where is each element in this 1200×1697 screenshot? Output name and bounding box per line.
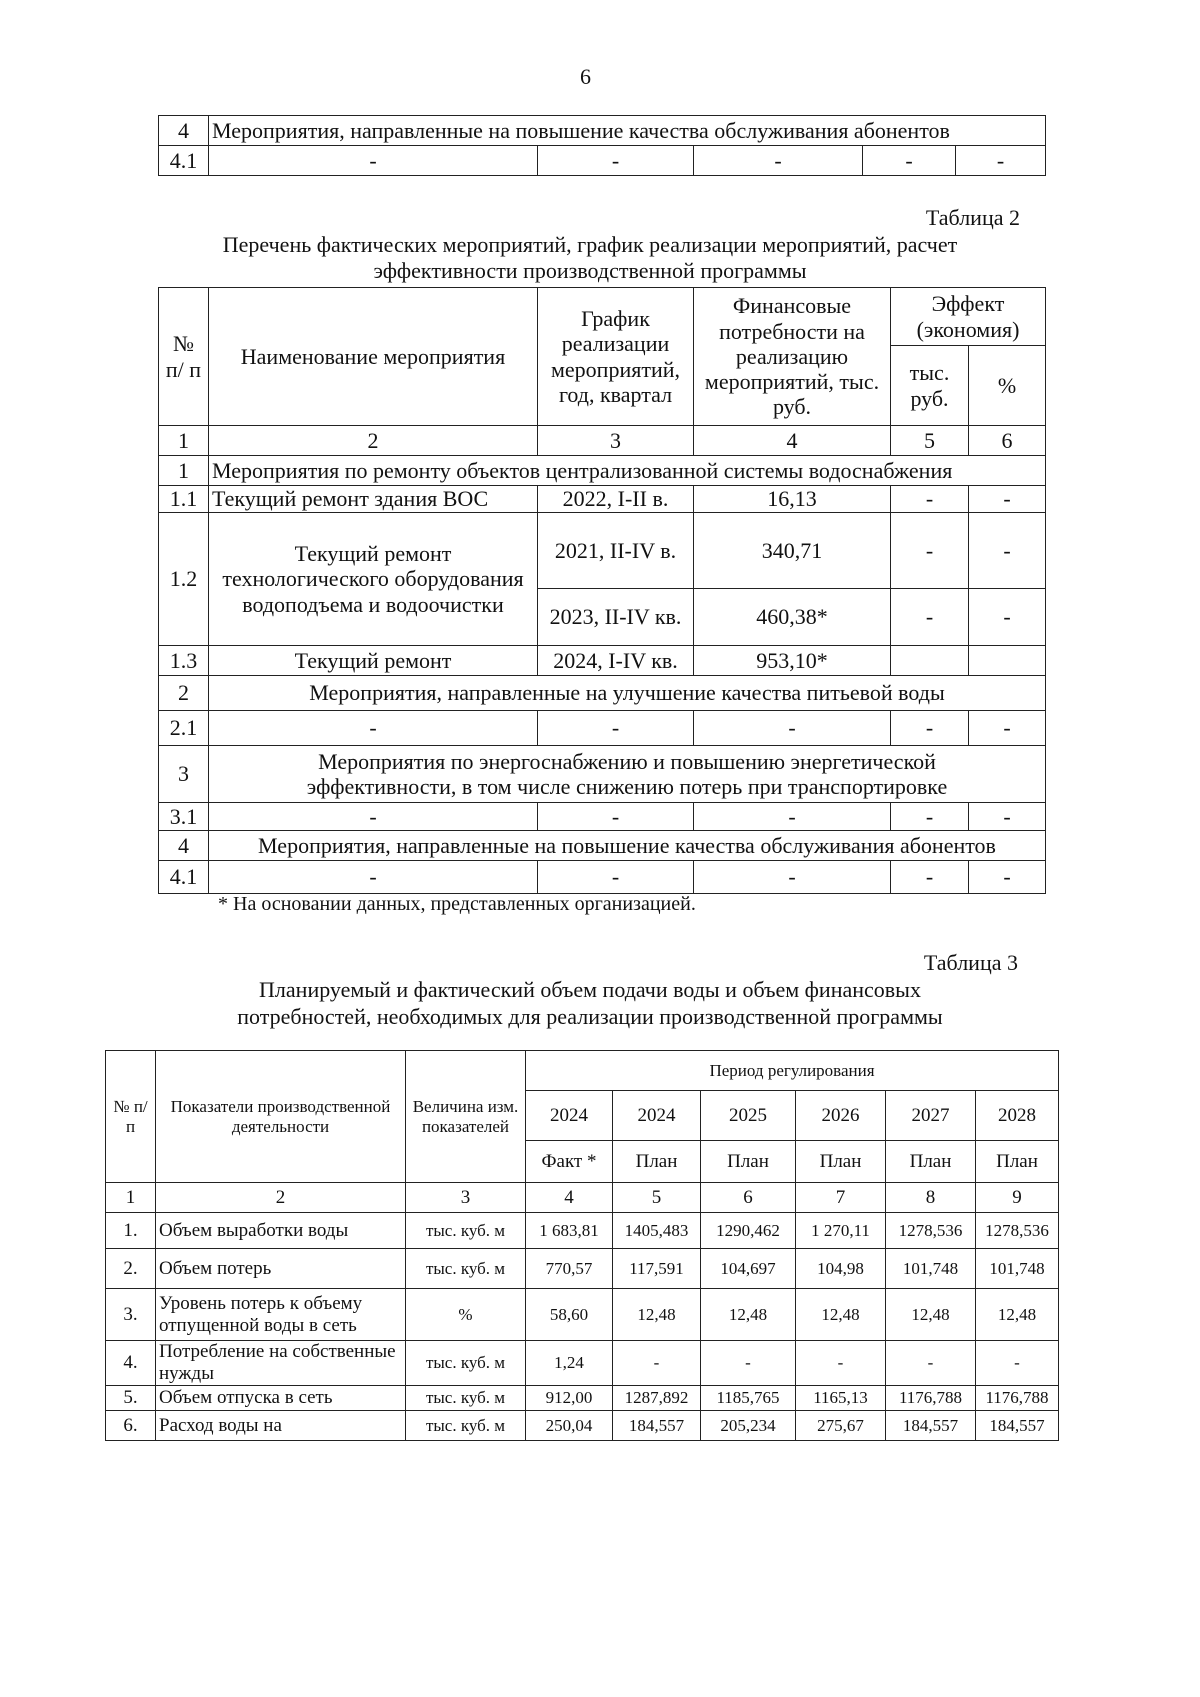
cell: 2021, II-IV в. xyxy=(538,513,694,589)
cell: - xyxy=(701,1341,796,1386)
cell: - xyxy=(538,146,694,176)
header-type: План xyxy=(976,1141,1059,1183)
cell: 2 xyxy=(209,426,538,456)
table2-title-1: Перечень фактических мероприятий, график реализации мероприятий, расчет xyxy=(222,232,958,257)
cell: 12,48 xyxy=(796,1289,886,1341)
cell: тыс. куб. м xyxy=(406,1411,526,1441)
cell: 340,71 xyxy=(694,513,891,589)
cell: - xyxy=(891,589,969,646)
cell: 1 xyxy=(159,426,209,456)
cell: - xyxy=(694,146,863,176)
cell: 1405,483 xyxy=(613,1213,701,1249)
section-title: Мероприятия по энергоснабжению и повышению энергетической эффективности, в том числе снижению потерь при транспортировке xyxy=(209,746,1046,803)
cell: 3 xyxy=(538,426,694,456)
cell: - xyxy=(891,803,969,831)
cell: Объем отпуска в сеть xyxy=(156,1386,406,1411)
section-title: Мероприятия, направленные на повышение качества обслуживания абонентов xyxy=(209,116,1046,146)
section-title: Мероприятия, направленные на улучшение качества питьевой воды xyxy=(209,676,1046,711)
table3-title-1: Планируемый и фактический объем подачи воды и объем финансовых xyxy=(259,977,921,1002)
cell: - xyxy=(956,146,1046,176)
cell: - xyxy=(694,803,891,831)
cell: - xyxy=(694,861,891,894)
cell: - xyxy=(209,803,538,831)
cell: 1.3 xyxy=(159,646,209,676)
cell: 953,10* xyxy=(694,646,891,676)
table3-title-2: потребностей, необходимых для реализации производственной программы xyxy=(237,1004,943,1029)
cell: 4 xyxy=(694,426,891,456)
cell: Текущий ремонт xyxy=(209,646,538,676)
cell: - xyxy=(613,1341,701,1386)
cell: 4 xyxy=(159,831,209,861)
cell: - xyxy=(969,803,1046,831)
section-title: Мероприятия по ремонту объектов централизованной системы водоснабжения xyxy=(209,456,1046,486)
cell: 16,13 xyxy=(694,486,891,513)
cell: - xyxy=(538,861,694,894)
cell: 1176,788 xyxy=(886,1386,976,1411)
cell: - xyxy=(976,1341,1059,1386)
cell: тыс. куб. м xyxy=(406,1249,526,1289)
table2-footnote: * На основании данных, представленных организацией. xyxy=(218,893,696,915)
cell: 4.1 xyxy=(159,861,209,894)
cell: 104,697 xyxy=(701,1249,796,1289)
table2-title-2: эффективности производственной программы xyxy=(373,258,807,283)
cell: 1.2 xyxy=(159,513,209,646)
cell: тыс. куб. м xyxy=(406,1386,526,1411)
cell: 2022, I-II в. xyxy=(538,486,694,513)
cell: - xyxy=(891,711,969,746)
cell: 58,60 xyxy=(526,1289,613,1341)
header-indicator: Показатели производственной деятельности xyxy=(156,1051,406,1183)
cell: 205,234 xyxy=(701,1411,796,1441)
cell: - xyxy=(863,146,956,176)
header-type: План xyxy=(613,1141,701,1183)
table-row xyxy=(106,1341,1059,1386)
cell: 117,591 xyxy=(613,1249,701,1289)
cell: 3 xyxy=(159,746,209,803)
cell: 2023, II-IV кв. xyxy=(538,589,694,646)
cell: 1. xyxy=(106,1213,156,1249)
section-row xyxy=(159,456,1046,486)
cell: тыс. куб. м xyxy=(406,1213,526,1249)
header-year: 2027 xyxy=(886,1091,976,1141)
cell: - xyxy=(969,711,1046,746)
cell: тыс. куб. м xyxy=(406,1341,526,1386)
cell xyxy=(969,646,1046,676)
cell: - xyxy=(969,486,1046,513)
cell xyxy=(891,646,969,676)
table-row xyxy=(159,486,1046,513)
cell: 1,24 xyxy=(526,1341,613,1386)
cell: - xyxy=(538,803,694,831)
table-row xyxy=(159,116,1046,146)
cell: 2 xyxy=(156,1183,406,1213)
table-row xyxy=(159,711,1046,746)
table2 xyxy=(158,287,1046,894)
header-type: План xyxy=(886,1141,976,1183)
table3 xyxy=(105,1050,1059,1441)
header-effect-pct: % xyxy=(969,346,1046,426)
cell: - xyxy=(891,861,969,894)
cell: 1 xyxy=(106,1183,156,1213)
cell: - xyxy=(886,1341,976,1386)
cell: 6 xyxy=(969,426,1046,456)
cell: 12,48 xyxy=(886,1289,976,1341)
cell: 4 xyxy=(526,1183,613,1213)
cell: 5 xyxy=(613,1183,701,1213)
header-year: 2024 xyxy=(526,1091,613,1141)
table2-label: Таблица 2 xyxy=(925,205,1020,230)
cell: 3.1 xyxy=(159,803,209,831)
cell: 460,38* xyxy=(694,589,891,646)
cell: - xyxy=(969,513,1046,589)
cell: Объем выработки воды xyxy=(156,1213,406,1249)
cell: 6. xyxy=(106,1411,156,1441)
header-schedule: График реализации мероприятий, год, квартал xyxy=(538,288,694,426)
cell: Текущий ремонт здания ВОС xyxy=(209,486,538,513)
cell: Текущий ремонт технологического оборудования водоподъема и водоочистки xyxy=(209,513,538,646)
cell: - xyxy=(694,711,891,746)
cell: 104,98 xyxy=(796,1249,886,1289)
cell: 1 xyxy=(159,456,209,486)
cell: 101,748 xyxy=(976,1249,1059,1289)
table3-label: Таблица 3 xyxy=(923,950,1018,975)
cell: 12,48 xyxy=(701,1289,796,1341)
cell: 1287,892 xyxy=(613,1386,701,1411)
section-title: Мероприятия, направленные на повышение качества обслуживания абонентов xyxy=(209,831,1046,861)
cell: 5 xyxy=(891,426,969,456)
cell: Расход воды на xyxy=(156,1411,406,1441)
cell: 6 xyxy=(701,1183,796,1213)
cell: 12,48 xyxy=(613,1289,701,1341)
cell: 2. xyxy=(106,1249,156,1289)
cell: 1278,536 xyxy=(886,1213,976,1249)
cell: - xyxy=(209,711,538,746)
cell: Потребление на собственные нужды xyxy=(156,1341,406,1386)
table-row xyxy=(106,1411,1059,1441)
cell: 4.1 xyxy=(159,146,209,176)
table-row xyxy=(159,646,1046,676)
table-row xyxy=(106,1289,1059,1341)
header-type: План xyxy=(701,1141,796,1183)
header-no: № п/ п xyxy=(159,288,209,426)
cell: 5. xyxy=(106,1386,156,1411)
table-row xyxy=(106,1249,1059,1289)
page-number: 6 xyxy=(580,64,591,89)
cell: 2024, I-IV кв. xyxy=(538,646,694,676)
header-effect-rub: тыс. руб. xyxy=(891,346,969,426)
table-row xyxy=(159,146,1046,176)
column-numbers-row xyxy=(159,426,1046,456)
cell: 184,557 xyxy=(613,1411,701,1441)
header-type: Факт * xyxy=(526,1141,613,1183)
header-name: Наименование мероприятия xyxy=(209,288,538,426)
cell: - xyxy=(891,513,969,589)
cell: Уровень потерь к объему отпущенной воды в сеть xyxy=(156,1289,406,1341)
header-year: 2028 xyxy=(976,1091,1059,1141)
cell: 9 xyxy=(976,1183,1059,1213)
cell: 184,557 xyxy=(886,1411,976,1441)
cell: 1176,788 xyxy=(976,1386,1059,1411)
cell: - xyxy=(969,861,1046,894)
cell: Объем потерь xyxy=(156,1249,406,1289)
cell: 4. xyxy=(106,1341,156,1386)
header-year: 2025 xyxy=(701,1091,796,1141)
cell: - xyxy=(209,861,538,894)
cell: 912,00 xyxy=(526,1386,613,1411)
table-row xyxy=(106,1386,1059,1411)
cell: - xyxy=(891,486,969,513)
cell: 3. xyxy=(106,1289,156,1341)
cell: 1 270,11 xyxy=(796,1213,886,1249)
table-row xyxy=(159,803,1046,831)
cell: - xyxy=(209,146,538,176)
header-period: Период регулирования xyxy=(526,1051,1059,1091)
cell: 4 xyxy=(159,116,209,146)
cell: 2 xyxy=(159,676,209,711)
header-no: № п/п xyxy=(106,1051,156,1183)
cell: 12,48 xyxy=(976,1289,1059,1341)
header-year: 2026 xyxy=(796,1091,886,1141)
section-row xyxy=(159,831,1046,861)
header-effect: Эффект (экономия) xyxy=(891,288,1046,346)
cell: 3 xyxy=(406,1183,526,1213)
cell: 1290,462 xyxy=(701,1213,796,1249)
cell: - xyxy=(969,589,1046,646)
cell: 1 683,81 xyxy=(526,1213,613,1249)
section-row xyxy=(159,676,1046,711)
cell: 2.1 xyxy=(159,711,209,746)
table1-fragment xyxy=(158,115,1046,176)
cell: 1.1 xyxy=(159,486,209,513)
cell: - xyxy=(796,1341,886,1386)
cell: 1185,765 xyxy=(701,1386,796,1411)
table-row xyxy=(106,1213,1059,1249)
cell: 184,557 xyxy=(976,1411,1059,1441)
cell: 250,04 xyxy=(526,1411,613,1441)
header-finance: Финансовые потребности на реализацию мероприятий, тыс. руб. xyxy=(694,288,891,426)
cell: 8 xyxy=(886,1183,976,1213)
cell: 101,748 xyxy=(886,1249,976,1289)
table-row xyxy=(159,513,1046,589)
cell: - xyxy=(538,711,694,746)
cell: 770,57 xyxy=(526,1249,613,1289)
cell: 275,67 xyxy=(796,1411,886,1441)
cell: 1165,13 xyxy=(796,1386,886,1411)
cell: 7 xyxy=(796,1183,886,1213)
cell: 1278,536 xyxy=(976,1213,1059,1249)
header-type: План xyxy=(796,1141,886,1183)
cell: % xyxy=(406,1289,526,1341)
section-row xyxy=(159,746,1046,803)
header-unit: Величина изм. показателей xyxy=(406,1051,526,1183)
column-numbers-row xyxy=(106,1183,1059,1213)
header-year: 2024 xyxy=(613,1091,701,1141)
table-row xyxy=(159,861,1046,894)
